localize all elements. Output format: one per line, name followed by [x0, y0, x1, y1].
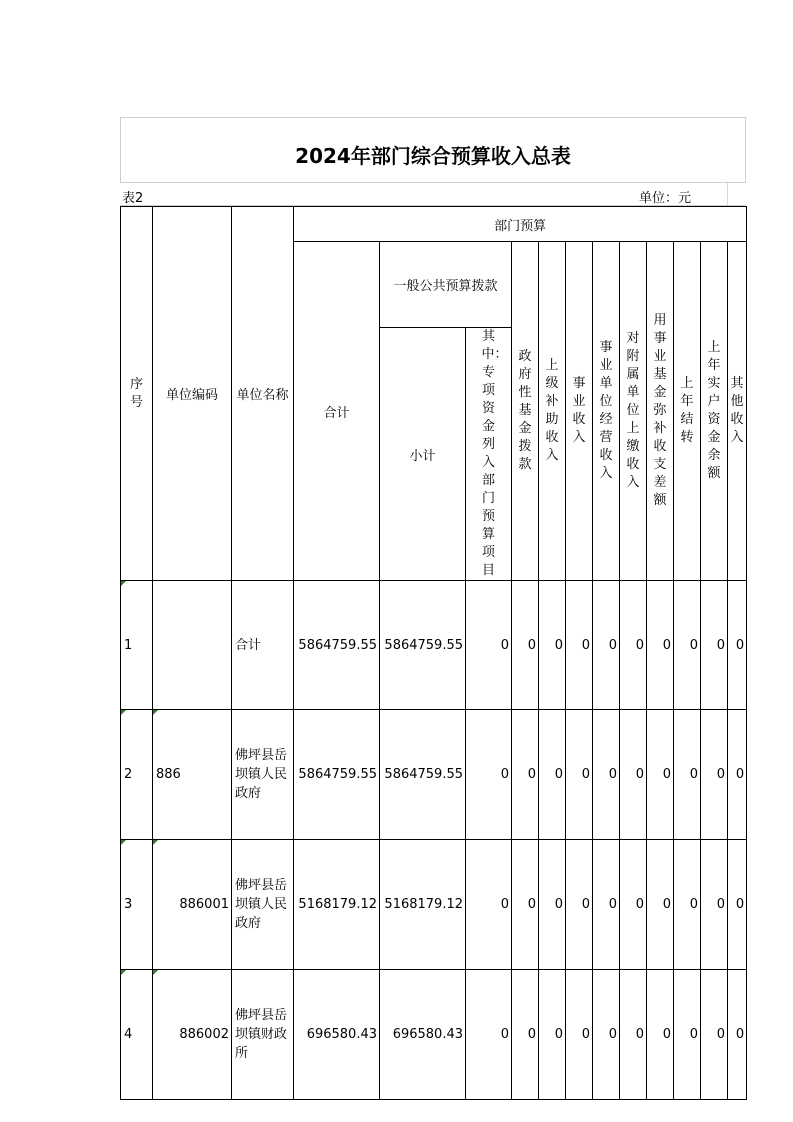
header-special: 其中：专项资金列入部门预算项目 — [466, 328, 512, 581]
unit-label: 单位：元 — [639, 191, 692, 206]
table-row — [121, 970, 747, 1100]
cell-last-year-balance: 0 — [701, 840, 728, 970]
cell-upper-subsidy: 0 — [539, 710, 566, 840]
cell-name: 佛坪县岳坝镇人民政府 — [232, 710, 294, 840]
header-career-fund: 用事业基金弥补收支差额 — [647, 242, 674, 581]
cell-career-fund: 0 — [647, 710, 674, 840]
cell-gov-fund: 0 — [512, 970, 539, 1100]
cell-upper-subsidy: 0 — [539, 581, 566, 710]
header-seq: 序号 — [121, 207, 153, 581]
cell-code: 886 — [153, 710, 232, 840]
cell-gov-fund: 0 — [512, 581, 539, 710]
cell-career-unit-op: 0 — [593, 710, 620, 840]
comment-marker — [121, 840, 126, 845]
cell-special: 0 — [466, 581, 512, 710]
cell-code — [153, 581, 232, 710]
cell-name: 合计 — [232, 581, 294, 710]
header-gov-fund: 政府性基金拨款 — [512, 242, 539, 581]
cell-career-income: 0 — [566, 581, 593, 710]
cell-code: 886001 — [153, 840, 232, 970]
cell-subtotal: 696580.43 — [380, 970, 466, 1100]
header-dept-budget: 部门预算 — [294, 207, 747, 242]
header-total: 合计 — [294, 242, 380, 581]
cell-career-fund: 0 — [647, 840, 674, 970]
table-row — [121, 710, 747, 840]
cell-total: 5864759.55 — [294, 710, 380, 840]
cell-career-unit-op: 0 — [593, 970, 620, 1100]
header-career-unit-op: 事业单位经营收入 — [593, 242, 620, 581]
table-row — [121, 581, 747, 710]
cell-seq: 4 — [121, 970, 153, 1100]
comment-marker — [121, 581, 126, 586]
cell-name: 佛坪县岳坝镇财政所 — [232, 970, 294, 1100]
cell-name: 佛坪县岳坝镇人民政府 — [232, 840, 294, 970]
cell-subtotal: 5864759.55 — [380, 710, 466, 840]
cell-upper-subsidy: 0 — [539, 840, 566, 970]
cell-seq: 2 — [121, 710, 153, 840]
cell-other-income: 0 — [728, 581, 747, 710]
cell-career-unit-op: 0 — [593, 581, 620, 710]
cell-total: 5168179.12 — [294, 840, 380, 970]
header-subtotal: 小计 — [380, 328, 466, 581]
header-general-public: 一般公共预算拨款 — [380, 242, 512, 328]
cell-last-year-carry: 0 — [674, 970, 701, 1100]
cell-last-year-balance: 0 — [701, 970, 728, 1100]
header-career-income: 事业收入 — [566, 242, 593, 581]
cell-seq: 3 — [121, 840, 153, 970]
header-upper-subsidy: 上级补助收入 — [539, 242, 566, 581]
cell-seq: 1 — [121, 581, 153, 710]
cell-career-income: 0 — [566, 970, 593, 1100]
comment-marker — [153, 970, 158, 975]
cell-other-income: 0 — [728, 710, 747, 840]
grid-line — [727, 183, 728, 205]
cell-special: 0 — [466, 970, 512, 1100]
comment-marker — [121, 970, 126, 975]
cell-career-fund: 0 — [647, 581, 674, 710]
cell-career-income: 0 — [566, 710, 593, 840]
cell-affiliated: 0 — [620, 970, 647, 1100]
cell-total: 696580.43 — [294, 970, 380, 1100]
header-last-year-balance: 上年实户资金余额 — [701, 242, 728, 581]
header-last-year-carry: 上年结转 — [674, 242, 701, 581]
cell-affiliated: 0 — [620, 581, 647, 710]
cell-other-income: 0 — [728, 840, 747, 970]
cell-other-income: 0 — [728, 970, 747, 1100]
page-title: 2024年部门综合预算收入总表 — [295, 144, 571, 168]
table-number: 表2 — [122, 191, 144, 206]
cell-total: 5864759.55 — [294, 581, 380, 710]
header-name: 单位名称 — [232, 207, 294, 581]
comment-marker — [121, 710, 126, 715]
title-box — [120, 117, 746, 183]
cell-last-year-balance: 0 — [701, 710, 728, 840]
cell-gov-fund: 0 — [512, 840, 539, 970]
cell-last-year-carry: 0 — [674, 840, 701, 970]
cell-special: 0 — [466, 840, 512, 970]
header-other-income: 其他收入 — [728, 242, 747, 581]
table-row — [121, 840, 747, 970]
cell-last-year-carry: 0 — [674, 710, 701, 840]
cell-last-year-balance: 0 — [701, 581, 728, 710]
cell-subtotal: 5864759.55 — [380, 581, 466, 710]
cell-code: 886002 — [153, 970, 232, 1100]
budget-table — [120, 206, 747, 1100]
comment-marker — [153, 840, 158, 845]
cell-gov-fund: 0 — [512, 710, 539, 840]
cell-affiliated: 0 — [620, 710, 647, 840]
cell-career-unit-op: 0 — [593, 840, 620, 970]
cell-subtotal: 5168179.12 — [380, 840, 466, 970]
header-code: 单位编码 — [153, 207, 232, 581]
cell-career-income: 0 — [566, 840, 593, 970]
cell-affiliated: 0 — [620, 840, 647, 970]
cell-last-year-carry: 0 — [674, 581, 701, 710]
cell-special: 0 — [466, 710, 512, 840]
subheader-row — [120, 183, 746, 206]
cell-upper-subsidy: 0 — [539, 970, 566, 1100]
comment-marker — [153, 710, 158, 715]
cell-career-fund: 0 — [647, 970, 674, 1100]
header-affiliated: 对附属单位上缴收入 — [620, 242, 647, 581]
